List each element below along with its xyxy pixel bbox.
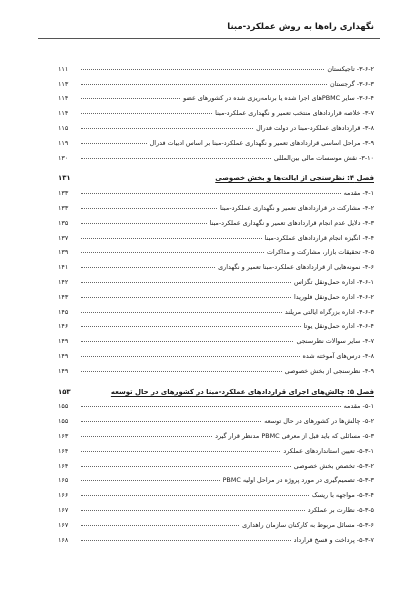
toc-entry-title: ۴-۹- نظرسنجی از بخش خصوصی [284,366,374,375]
dot-leader [81,238,262,239]
toc-entry-page: ۱۳۷ [58,233,69,242]
toc-entry [58,316,374,331]
dot-leader [81,128,253,129]
toc-entry-title: ۴-۵- تحقیقات بازار، مشارکت و مذاکرات [266,248,374,257]
toc-entry-page: ۱۱۴ [58,109,69,118]
dot-leader [81,158,271,159]
toc-entry-page: ۱۶۸ [58,535,69,544]
dot-leader [81,98,180,99]
toc-entry-title: ۴-۳- دلایل عدم انجام قراردادهای تعمیر و نگهداری عملکرد-مبنا [209,218,374,227]
toc-entry-page: ۱۱۴ [58,94,69,103]
toc-entry-page: ۱۶۳ [58,431,69,440]
toc-entry [58,360,374,375]
toc-entry-title: ۴-۶-۱- اداره حمل‌ونقل تگزاس [294,277,374,286]
toc-entry-title: ۵-۳-۱- تعیین استانداردهای عملکرد [283,446,374,455]
chapter-title: فصل ۵: چالش‌های اجرای قراردادهای عملکرد-مبنا در کشورهای در حال توسعه [110,387,374,396]
dot-leader [81,223,207,224]
dot-leader [81,451,280,452]
toc-entry-page: ۱۴۹ [58,337,69,346]
toc-entry-title: ۵-۳- مسائلی که باید قبل از معرفی PBMC مدنظر قرار گیرد [215,431,374,440]
toc-entry [58,440,374,455]
toc-entry-title: ۳-۶-۳- گرجستان [329,79,374,88]
toc-entry [58,256,374,271]
toc-entry [58,345,374,360]
toc-entry [58,73,374,88]
toc-entry-page: ۱۶۴ [58,446,69,455]
toc-entry-title: ۵-۳-۵- نظارت بر عملکرد [307,505,374,514]
dot-leader [81,69,324,70]
toc-entry [58,455,374,470]
dot-leader [81,540,291,541]
toc-entry-page: ۱۵۵ [58,417,69,426]
chapter-page: ۱۵۳ [58,387,71,396]
toc-entry-page: ۱۳۳ [58,189,69,198]
toc-entry-title: ۵-۱- مقدمه [343,402,374,411]
toc-entry-title: ۵-۳-۳- تصمیم‌گیری در مورد پروژه در مراحل اولیه PBMC [222,476,374,485]
toc-entry-page: ۱۳۹ [58,248,69,257]
toc-entry [58,271,374,286]
toc-entry-page: ۱۶۴ [58,461,69,470]
dot-leader [81,143,147,144]
toc-entry-title: ۳-۹- مراحل اساسی قراردادهای تعمیر و نگهداری عملکرد-مبنا بر اساس ادبیات فدرال [149,138,374,147]
dot-leader [81,421,261,422]
toc-entry [58,102,374,117]
toc-entry [58,470,374,485]
toc-entry-page: ۱۳۰ [58,153,69,162]
toc-entry [58,484,374,499]
toc-entry-title: ۵-۳-۷- پرداخت و فسخ قرارداد [293,535,374,544]
chapter-heading [58,168,374,183]
toc-entry-title: ۴-۷- سایر سوالات نظرسنجی [296,337,374,346]
toc-entry-page: ۱۳۳ [58,203,69,212]
toc-section-a [58,58,374,162]
toc-entry-page: ۱۴۲ [58,277,69,286]
dot-leader [81,356,300,357]
dot-leader [81,113,212,114]
toc-entry-title: ۴-۱- مقدمه [343,189,374,198]
dot-leader [81,208,217,209]
dot-leader [81,371,282,372]
toc-entry-title: ۴-۶-۴- اداره حمل‌ونقل یوتا [303,322,374,331]
dot-leader [81,252,264,253]
toc-entry-page: ۱۶۷ [58,520,69,529]
toc-section-c [58,396,374,544]
toc-entry [58,88,374,103]
running-header: نگهداری راه‌ها به روش عملکرد‌-مبنا [227,22,374,32]
toc-entry-page: ۱۶۶ [58,491,69,500]
toc-entry [58,396,374,411]
dot-leader [81,297,291,298]
toc-entry-title: ۵-۲- چالش‌ها در کشورهای در حال توسعه [264,417,374,426]
toc-entry-page: ۱۴۶ [58,322,69,331]
toc-section-b [58,182,374,374]
toc-entry [58,58,374,73]
dot-leader [81,193,341,194]
toc-entry-page: ۱۶۷ [58,505,69,514]
toc-entry-title: ۴-۶- نمونه‌هایی از قراردادهای عملکرد-مبنا تعمیر و نگهداری [218,263,374,272]
toc-entry-title: ۵-۳-۲- تخصص بخش خصوصی [293,461,374,470]
chapter-page: ۱۳۱ [58,174,71,183]
toc-entry [58,514,374,529]
toc-entry-page: ۱۵۵ [58,402,69,411]
dot-leader [81,525,239,526]
dot-leader [81,480,220,481]
toc-entry-title: ۵-۳-۴- مواجهه با ریسک [311,491,374,500]
toc-entry-page: ۱۱۵ [58,123,69,132]
dot-leader [81,326,301,327]
toc-entry [58,410,374,425]
toc-entry-page: ۱۱۱ [58,64,69,73]
dot-leader [81,510,305,511]
chapter-heading [58,381,374,396]
dot-leader [81,466,291,467]
toc-entry-title: ۴-۶-۳- اداره بزرگراه ایالتی مریلند [284,307,374,316]
toc-entry-title: ۳-۱۰- نقش موسسات مالی بین‌المللی [273,153,374,162]
toc-entry-page: ۱۱۹ [58,138,69,147]
toc-entry-page: ۱۴۳ [58,292,69,301]
dot-leader [81,495,309,496]
toc-entry [58,529,374,544]
toc-entry [58,227,374,242]
toc-entry [58,182,374,197]
toc-entry [58,301,374,316]
toc-entry [58,197,374,212]
dot-leader [81,341,293,342]
dot-leader [81,282,291,283]
header-rule [38,38,380,39]
table-of-contents [58,58,374,544]
toc-entry [58,242,374,257]
dot-leader [81,436,212,437]
toc-entry-page: ۱۴۵ [58,307,69,316]
toc-entry-page: ۱۴۹ [58,366,69,375]
toc-entry-title: ۳-۸- قراردادهای عملکرد-مبنا در دولت فدرال [256,123,374,132]
toc-entry [58,132,374,147]
dot-leader [81,312,282,313]
toc-entry-title: ۳-۶-۴- سایر PBMCهای اجرا شده یا برنامه‌ریزی شده در کشورهای عضو [183,94,374,103]
toc-entry-page: ۱۶۵ [58,476,69,485]
dot-leader [81,84,327,85]
toc-entry-page: ۱۴۱ [58,263,69,272]
toc-entry-page: ۱۳۵ [58,218,69,227]
toc-entry-title: ۴-۴- انگیزه انجام قراردادهای عملکرد-مبنا [264,233,374,242]
toc-entry [58,212,374,227]
toc-entry-title: ۳-۷- خلاصه قراردادهای منتخب تعمیر و نگهداری عملکرد-مبنا [215,109,374,118]
toc-entry [58,330,374,345]
toc-entry-title: ۴-۲- مشارکت در قراردادهای تعمیر و نگهداری عملکرد-مبنا [220,203,374,212]
toc-entry [58,117,374,132]
chapter-title: فصل ۴: نظرسنجی از ایالت‌ها و بخش خصوصی [215,174,374,183]
toc-entry [58,147,374,162]
dot-leader [81,267,215,268]
dot-leader [81,406,341,407]
toc-entry-page: ۱۴۹ [58,351,69,360]
toc-entry-page: ۱۱۳ [58,79,69,88]
toc-entry-title: ۵-۳-۶- مسائل مربوط به کارکنان سازمان راهداری [242,520,374,529]
toc-entry [58,286,374,301]
toc-entry [58,499,374,514]
toc-entry-title: ۴-۸- درس‌های آموخته شده [302,351,374,360]
toc-entry-title: ۳-۶-۲- تاجیکستان [327,64,374,73]
toc-entry [58,425,374,440]
toc-entry-title: ۴-۶-۲- اداره حمل‌ونقل فلوریدا [293,292,374,301]
